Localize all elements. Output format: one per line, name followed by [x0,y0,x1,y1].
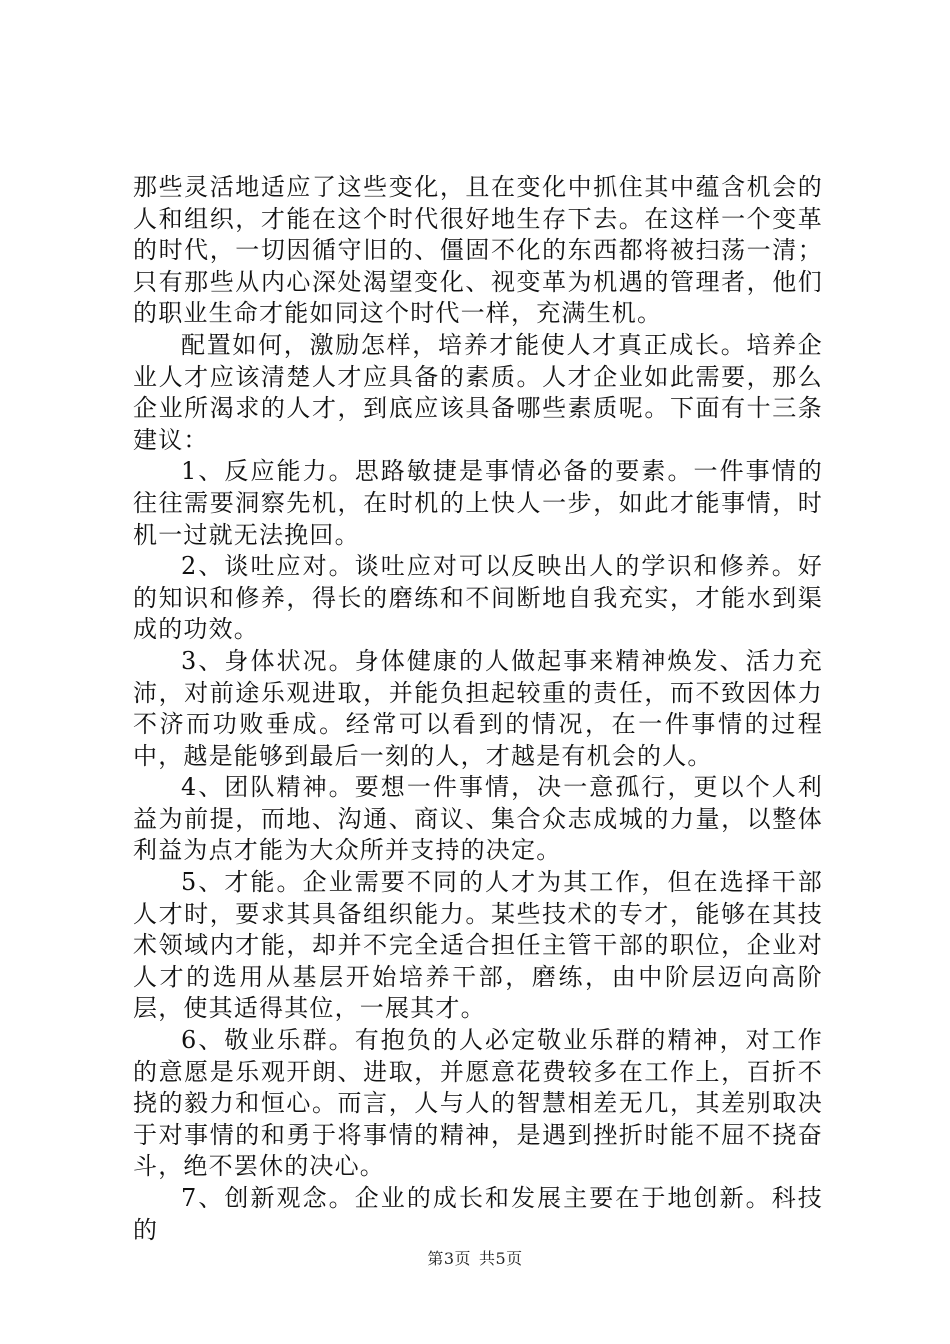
paragraph-item-5-ability: 5、才能。企业需要不同的人才为其工作，但在选择干部人才时，要求其具备组织能力。某些技术的专才，能够在其技术领域内才能，却并不完全适合担任主管干部的职位，企业对人才的选用从基层开始培养干部，磨练，由中阶层迈向高阶层，使其适得其位，一展其才。 [133,868,823,1023]
paragraph-item-7-innovation: 7、创新观念。企业的成长和发展主要在于地创新。科技的 [133,1184,823,1244]
paragraph-item-6-dedication: 6、敬业乐群。有抱负的人必定敬业乐群的精神，对工作的意愿是乐观开朗、进取，并愿意花费较多在工作上，百折不挠的毅力和恒心。而言，人与人的智慧相差无几，其差别取决于对事情的和勇于将事情的精神，是遇到挫折时能不屈不挠奋斗，绝不罢休的决心。 [133,1026,823,1181]
paragraph-item-3-health: 3、身体状况。身体健康的人做起事来精神焕发、活力充沛，对前途乐观进取，并能负担起较重的责任，而不致因体力不济而功败垂成。经常可以看到的情况，在一件事情的过程中，越是能够到最后一刻的人，才越是有机会的人。 [133,646,823,770]
page-total: 共5页 [479,1249,523,1268]
paragraph-item-2-speech: 2、谈吐应对。谈吐应对可以反映出人的学识和修养。好的知识和修养，得长的磨练和不间断地自我充实，才能水到渠成的功效。 [133,552,823,644]
paragraph-item-4-teamwork: 4、团队精神。要想一件事情，决一意孤行，更以个人利益为前提，而地、沟通、商议、集合众志成城的力量，以整体利益为点才能为大众所并支持的决定。 [133,773,823,865]
page-number: 第3页 [427,1249,471,1268]
document-body [133,172,823,1246]
paragraph-talent-qualities: 配置如何，激励怎样，培养才能使人才真正成长。培养企业人才应该清楚人才应具备的素质。人才企业如此需要，那么企业所渴求的人才，到底应该具备哪些素质呢。下面有十三条建议： [133,330,823,454]
paragraph-item-1-reaction: 1、反应能力。思路敏捷是事情必备的要素。一件事情的往往需要洞察先机，在时机的上快人一步，如此才能事情，时机一过就无法挽回。 [133,457,823,549]
page-footer [0,1246,950,1269]
paragraph-intro-continued: 那些灵活地适应了这些变化，且在变化中抓住其中蕴含机会的人和组织，才能在这个时代很好地生存下去。在这样一个变革的时代，一切因循守旧的、僵固不化的东西都将被扫荡一清；只有那些从内心深处渴望变化、视变革为机遇的管理者，他们的职业生命才能如同这个时代一样，充满生机。 [133,173,823,328]
